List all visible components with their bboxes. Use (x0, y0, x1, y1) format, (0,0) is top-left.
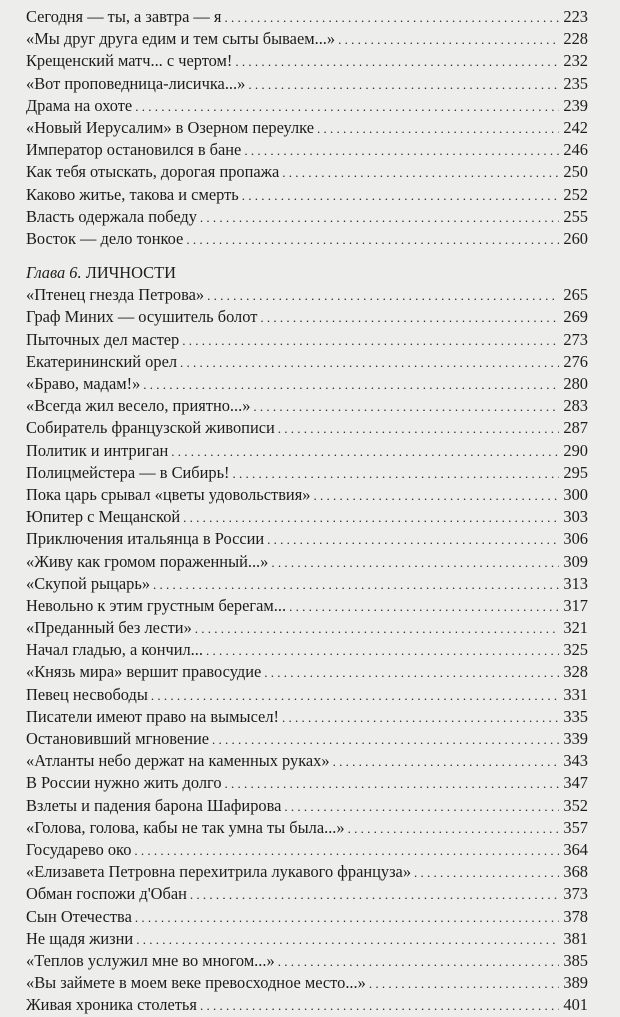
toc-entry (26, 440, 588, 462)
toc-entry-page: 246 (563, 140, 588, 160)
dot-leader (153, 574, 559, 596)
dot-leader (143, 374, 559, 396)
toc-entry (26, 28, 588, 50)
dot-leader (136, 929, 559, 951)
toc-entry-page: 223 (563, 7, 588, 26)
toc-entry (26, 206, 588, 228)
toc-entry-page: 295 (563, 462, 588, 482)
dot-leader (317, 118, 559, 140)
dot-leader (284, 796, 559, 818)
toc-entry-page: 321 (563, 618, 588, 638)
toc-entry-title: Живая хроника столетья (26, 995, 197, 1015)
toc-entry-page: 328 (563, 662, 588, 682)
toc-section-b (26, 284, 588, 1016)
dot-leader (180, 352, 559, 374)
toc-entry-page: 276 (563, 351, 588, 371)
toc-entry-page: 347 (563, 773, 588, 793)
toc-entry-title: Обман госпожи д'Обан (26, 884, 187, 904)
toc-entry (26, 994, 588, 1016)
toc-entry-page: 250 (563, 162, 588, 182)
toc-entry (26, 817, 588, 839)
toc-entry (26, 639, 588, 661)
toc-entry-title: «Мы друг друга едим и тем сыты бываем...» (26, 29, 336, 49)
toc-entry-title: Граф Миних — осушитель болот (26, 307, 258, 327)
toc-entry-page: 265 (563, 285, 588, 305)
table-of-contents (26, 6, 588, 1016)
toc-entry (26, 228, 588, 250)
toc-entry-page: 260 (563, 228, 588, 248)
toc-entry-title: «Теплов услужил мне во многом...» (26, 950, 275, 970)
toc-entry (26, 661, 588, 683)
toc-entry (26, 906, 588, 928)
dot-leader (225, 773, 559, 795)
dot-leader (200, 995, 559, 1017)
dot-leader (260, 307, 559, 329)
toc-entry-page: 373 (563, 884, 588, 904)
dot-leader (200, 207, 559, 229)
toc-entry-title: Сын Отечества (26, 906, 132, 926)
toc-entry-title: Певец несвободы (26, 684, 148, 704)
toc-entry-title: В России нужно жить долго (26, 773, 222, 793)
dot-leader (271, 552, 559, 574)
toc-entry-title: «Атланты небо держат на каменных руках» (26, 751, 330, 771)
toc-entry-title: Полицмейстера — в Сибирь! (26, 462, 230, 482)
toc-entry-page: 357 (563, 817, 588, 837)
dot-leader (248, 74, 559, 96)
toc-entry (26, 395, 588, 417)
toc-entry-page: 401 (563, 995, 588, 1015)
toc-entry-page: 352 (563, 795, 588, 815)
dot-leader (244, 140, 559, 162)
toc-entry (26, 95, 588, 117)
toc-entry-page: 287 (563, 418, 588, 438)
toc-entry (26, 117, 588, 139)
dot-leader (135, 907, 559, 929)
toc-entry-page: 381 (563, 928, 588, 948)
toc-entry-title: Остановивший мгновение (26, 729, 210, 748)
toc-entry-page: 378 (563, 906, 588, 926)
toc-entry-title: Начал гладью, а кончил... (26, 640, 203, 660)
chapter-heading (26, 262, 588, 284)
toc-entry (26, 462, 588, 484)
toc-entry-title: «Живу как громом пораженный...» (26, 551, 269, 571)
toc-entry-page: 368 (563, 862, 588, 882)
toc-entry-page: 269 (563, 307, 588, 327)
toc-entry-title: «Скупой рыцарь» (26, 573, 151, 593)
dot-leader (233, 463, 559, 485)
toc-entry (26, 484, 588, 506)
toc-entry-title: Собиратель французской живописи (26, 418, 275, 438)
toc-entry-title: Восток — дело тонкое (26, 228, 184, 248)
toc-entry (26, 883, 588, 905)
toc-entry (26, 684, 588, 706)
toc-entry-page: 252 (563, 184, 588, 204)
toc-entry-page: 228 (563, 29, 588, 49)
toc-entry-title: «Вот проповедница-лисичка...» (26, 73, 246, 93)
dot-leader (212, 729, 559, 751)
toc-entry (26, 284, 588, 306)
dot-leader (135, 96, 559, 118)
dot-leader (207, 285, 559, 307)
dot-leader (151, 685, 559, 707)
dot-leader (242, 185, 559, 207)
chapter-name: ЛИЧНОСТИ (85, 263, 176, 283)
dot-leader (235, 51, 559, 73)
toc-entry-title: Пока царь срывал «цветы удовольствия» (26, 484, 311, 504)
toc-entry-page: 313 (563, 573, 588, 593)
dot-leader (282, 707, 559, 729)
toc-entry-title: «Преданный без лести» (26, 618, 192, 638)
dot-leader (289, 596, 559, 618)
toc-entry (26, 573, 588, 595)
toc-entry-title: Каково житье, такова и смерть (26, 184, 239, 204)
toc-entry (26, 928, 588, 950)
toc-entry-title: Взлеты и падения барона Шафирова (26, 795, 282, 815)
toc-entry (26, 506, 588, 528)
toc-entry-page: 290 (563, 440, 588, 460)
dot-leader (134, 840, 559, 862)
toc-entry (26, 139, 588, 161)
toc-entry-title: «Всегда жил весело, приятно...» (26, 396, 251, 416)
toc-entry-page: 283 (563, 396, 588, 416)
toc-entry-title: Политик и интриган (26, 440, 169, 460)
toc-entry (26, 617, 588, 639)
toc-entry-title: Невольно к этим грустным берегам... (26, 595, 287, 615)
dot-leader (333, 751, 559, 773)
toc-entry (26, 750, 588, 772)
dot-leader (278, 418, 559, 440)
dot-leader (369, 973, 559, 995)
dot-leader (195, 618, 559, 640)
toc-entry-page: 335 (563, 706, 588, 726)
toc-entry-title: Драма на охоте (26, 95, 133, 115)
toc-entry (26, 972, 588, 994)
toc-entry-title: «Птенец гнезда Петрова» (26, 285, 205, 305)
toc-entry-title: Власть одержала победу (26, 206, 197, 226)
toc-entry (26, 50, 588, 72)
toc-entry-title: «Князь мира» вершит правосудие (26, 662, 262, 682)
toc-entry (26, 528, 588, 550)
toc-entry-page: 317 (563, 595, 588, 615)
dot-leader (224, 7, 559, 29)
toc-entry-title: Юпитер с Мещанской (26, 507, 181, 527)
toc-entry-page: 389 (563, 973, 588, 993)
toc-entry-title: «Голова, голова, кабы не так умна ты была...» (26, 817, 345, 837)
toc-entry-title: Екатерининский орел (26, 351, 178, 371)
toc-entry-title: «Вы займете в моем веке превосходное место...» (26, 973, 366, 993)
toc-entry-title: Сегодня — ты, а завтра — я (26, 7, 222, 26)
toc-entry-title: «Елизавета Петровна перехитрила лукавого француза» (26, 862, 412, 882)
toc-entry (26, 795, 588, 817)
toc-entry (26, 6, 588, 28)
toc-entry-title: Писатели имеют право на вымысел! (26, 706, 279, 726)
toc-entry-page: 364 (563, 839, 588, 859)
dot-leader (182, 330, 559, 352)
toc-entry-page: 303 (563, 507, 588, 527)
toc-entry-page: 273 (563, 329, 588, 349)
section-spacer (26, 250, 588, 262)
dot-leader (348, 818, 559, 840)
toc-entry-page: 325 (563, 640, 588, 660)
toc-entry-title: «Браво, мадам!» (26, 374, 141, 393)
toc-entry (26, 73, 588, 95)
dot-leader (190, 884, 559, 906)
toc-entry-page: 242 (563, 117, 588, 137)
toc-entry (26, 329, 588, 351)
dot-leader (338, 29, 559, 51)
toc-entry-page: 306 (563, 529, 588, 549)
toc-entry-page: 385 (563, 950, 588, 970)
toc-entry (26, 706, 588, 728)
toc-entry-page: 309 (563, 551, 588, 571)
toc-entry-page: 232 (563, 51, 588, 71)
dot-leader (313, 485, 559, 507)
dot-leader (264, 662, 559, 684)
toc-entry-title: «Новый Иерусалим» в Озерном переулке (26, 117, 314, 137)
toc-entry-title: Приключения итальянца в России (26, 529, 265, 549)
toc-entry-page: 235 (563, 73, 588, 93)
toc-entry-page: 339 (563, 729, 588, 748)
dot-leader (267, 529, 559, 551)
toc-entry (26, 839, 588, 861)
toc-entry (26, 184, 588, 206)
toc-entry-page: 331 (563, 684, 588, 704)
toc-entry (26, 772, 588, 794)
dot-leader (414, 862, 559, 884)
dot-leader (206, 640, 559, 662)
toc-entry-title: Пыточных дел мастер (26, 329, 180, 349)
toc-entry (26, 861, 588, 883)
toc-entry (26, 417, 588, 439)
toc-entry-title: Император остановился в бане (26, 140, 242, 160)
toc-entry (26, 351, 588, 373)
toc-entry-page: 280 (563, 374, 588, 393)
toc-entry (26, 950, 588, 972)
toc-entry-title: Крещенский матч... с чертом! (26, 51, 233, 71)
toc-entry (26, 373, 588, 395)
toc-entry (26, 161, 588, 183)
toc-section-a (26, 6, 588, 250)
toc-entry (26, 728, 588, 750)
dot-leader (253, 396, 559, 418)
toc-entry-title: Как тебя отыскать, дорогая пропажа (26, 162, 280, 182)
toc-entry-page: 239 (563, 95, 588, 115)
dot-leader (183, 507, 559, 529)
dot-leader (282, 162, 559, 184)
chapter-label: Глава 6. (26, 263, 82, 283)
toc-entry-page: 343 (563, 751, 588, 771)
dot-leader (186, 229, 559, 251)
toc-entry (26, 306, 588, 328)
dot-leader (171, 441, 559, 463)
dot-leader (278, 951, 559, 973)
toc-entry (26, 551, 588, 573)
toc-entry-title: Государево око (26, 839, 132, 859)
toc-entry-title: Не щадя жизни (26, 928, 134, 948)
toc-entry-page: 300 (563, 484, 588, 504)
toc-entry-page: 255 (563, 206, 588, 226)
toc-entry (26, 595, 588, 617)
